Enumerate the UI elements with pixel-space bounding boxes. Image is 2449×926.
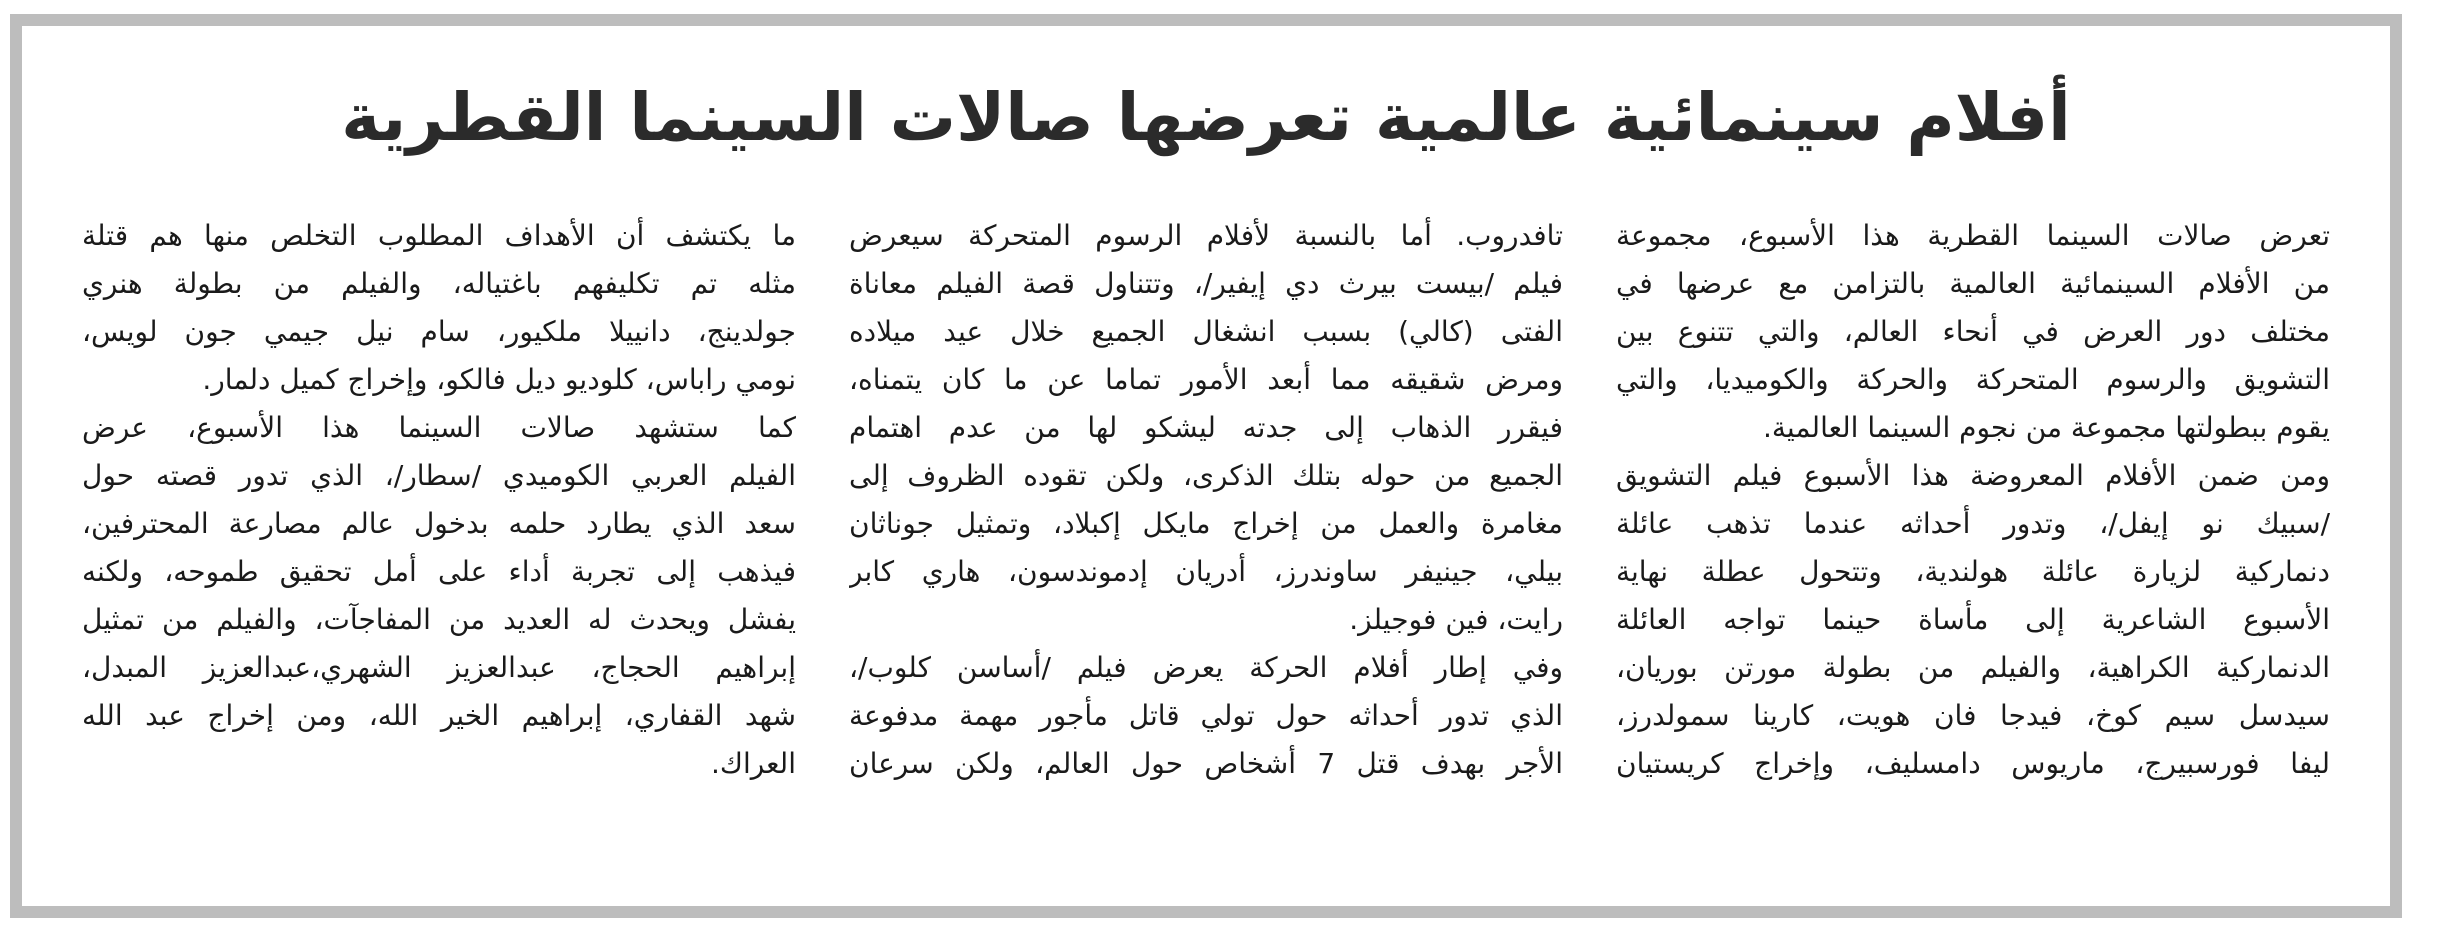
column-2-line: الجميع من حوله بتلك الذكرى، ولكن تقوده الظروف إلى [849, 459, 1563, 492]
column-1-line: /سبيك نو إيفل/، وتدور أحداثه عندما تذهب عائلة [1616, 507, 2330, 540]
article-frame [10, 14, 2402, 918]
column-1-line: يقوم ببطولتها مجموعة من نجوم السينما العالمية. [1762, 411, 2330, 444]
column-2-line: الأجر بهدف قتل 7 أشخاص حول العالم، ولكن سرعان [849, 747, 1563, 780]
column-2-line: بيلي، جينيفر ساوندرز، أدريان إدموندسون، هاري كابر [849, 555, 1563, 588]
column-2-line: الذي تدور أحداثه حول تولي قاتل مأجور مهمة مدفوعة [849, 699, 1563, 732]
column-1-line: تعرض صالات السينما القطرية هذا الأسبوع، مجموعة [1616, 219, 2330, 252]
article-headline: أفلام سينمائية عالمية تعرضها صالات السينما القطرية [341, 79, 2071, 156]
column-3-line: كما ستشهد صالات السينما هذا الأسبوع، عرض [82, 411, 796, 444]
column-3-line: يفشل ويحدث له العديد من المفاجآت، والفيلم من تمثيل [82, 603, 796, 636]
column-3-line: نومي راباس، كلوديو ديل فالكو، وإخراج كميل دلمار. [202, 363, 796, 396]
column-1-line: ومن ضمن الأفلام المعروضة هذا الأسبوع فيلم التشويق [1616, 459, 2330, 492]
column-3-line: فيذهب إلى تجربة أداء على أمل تحقيق طموحه، ولكنه [82, 555, 796, 588]
column-1-line: ليفا فورسبيرج، ماريوس دامسليف، وإخراج كريستيان [1616, 747, 2330, 780]
column-1-line: الدنماركية الكراهية، والفيلم من بطولة مورتن بوريان، [1616, 651, 2330, 684]
column-2-line: مغامرة والعمل من إخراج مايكل إكبلاد، وتمثيل جوناثان [849, 507, 1563, 540]
column-2-line: فيقرر الذهاب إلى جدته ليشكو لها من عدم اهتمام [849, 411, 1563, 444]
column-3-line: مثله تم تكليفهم باغتياله، والفيلم من بطولة هنري [82, 267, 796, 300]
article-column-2 [849, 212, 1563, 872]
column-3-line: شهد القفاري، إبراهيم الخير الله، ومن إخراج عبد الله [82, 699, 796, 732]
column-2-line: فيلم /بيست بيرث دي إيفير/، وتتناول قصة الفيلم معاناة [849, 267, 1563, 300]
column-3-line: سعد الذي يطارد حلمه بدخول عالم مصارعة المحترفين، [82, 507, 796, 540]
column-1-line: التشويق والرسوم المتحركة والحركة والكوميديا، والتي [1616, 363, 2330, 396]
column-1-line: مختلف دور العرض في أنحاء العالم، والتي تتنوع بين [1616, 315, 2330, 348]
column-2-line: رايت، فين فوجيلز. [1349, 603, 1563, 636]
column-3-line: إبراهيم الحجاج، عبدالعزيز الشهري،عبدالعزيز المبدل، [82, 651, 796, 684]
column-3-line: جولدينج، دانييلا ملكيور، سام نيل جيمي جون لويس، [82, 315, 796, 348]
column-2-line: ومرض شقيقه مما أبعد الأمور تماما عن ما كان يتمناه، [849, 363, 1563, 396]
column-1-line: من الأفلام السينمائية العالمية بالتزامن مع عرضها في [1616, 267, 2330, 300]
article-column-3 [82, 212, 796, 872]
column-2-line: تافدروب. أما بالنسبة لأفلام الرسوم المتحركة سيعرض [849, 219, 1563, 252]
column-2-line: الفتى (كالي) بسبب انشغال الجميع خلال عيد ميلاده [849, 315, 1563, 348]
column-3-line: الفيلم العربي الكوميدي /سطار/، الذي تدور قصته حول [82, 459, 796, 492]
column-1-line: سيدسل سيم كوخ، فيدجا فان هويت، كارينا سمولدرز، [1616, 699, 2330, 732]
column-1-line: الأسبوع الشاعرية إلى مأساة حينما تواجه العائلة [1616, 603, 2330, 636]
article-body [82, 212, 2330, 872]
column-3-line: العراك. [710, 747, 796, 780]
column-3-line: ما يكتشف أن الأهداف المطلوب التخلص منها هم قتلة [82, 219, 796, 252]
column-2-line: وفي إطار أفلام الحركة يعرض فيلم /أساسن كلوب/، [849, 651, 1563, 684]
article-column-1 [1616, 212, 2330, 872]
column-1-line: دنماركية لزيارة عائلة هولندية، وتتحول عطلة نهاية [1616, 555, 2330, 588]
